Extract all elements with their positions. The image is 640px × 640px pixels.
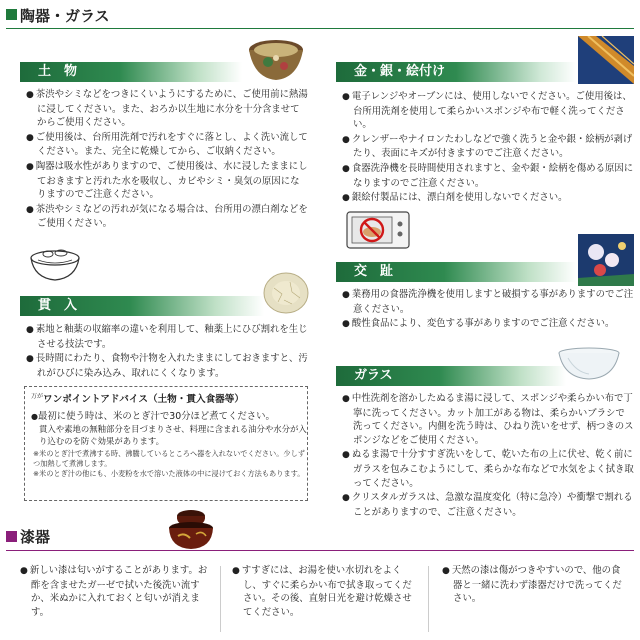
lacquer-title: 漆器: [20, 528, 51, 546]
advice-lead-text: 最初に使う時は、米のとぎ汁で30分ほど煮てください。: [37, 411, 275, 422]
list-item: ● 食器洗浄機を長時間使用されますと、金や銀・絵柄を傷める原因になりますのでご注意ください。: [342, 162, 634, 190]
advice-box: [24, 386, 308, 501]
lacquer-col-1: [20, 564, 210, 619]
section-heading-cochin: 交 趾: [336, 262, 576, 282]
list-item: ● ぬるま湯で十分すすぎ洗いをして、乾いた布の上に伏せ、乾く前にガラスを包みこむようにして、柔らかな布などで水気をよく拭き取ってください。: [342, 448, 634, 490]
earthenware-list: [26, 88, 308, 231]
crackle-list: [26, 323, 308, 380]
column-separator: [428, 566, 429, 632]
header-square-icon: [6, 9, 17, 20]
list-item: ● 茶渋やシミなどの汚れが気になる場合は、台所用の漂白剤などをご使用ください。: [26, 203, 308, 231]
list-item: ● 素地と釉薬の収縮率の違いを利用して、釉薬上にひび割れを生じさせる技法です。: [26, 323, 308, 351]
section-heading-crackle: 貫 入: [20, 296, 264, 316]
cochin-ware-plate-image: [578, 234, 634, 286]
lacquer-col-3: [442, 564, 628, 606]
no-microwave-icon: [346, 210, 410, 250]
cochin-list: [342, 288, 634, 332]
list-item: ● 茶渋やシミなどをつきにくいようにするために、ご使用前に熱湯に浸してください。また、おろか以生地に水分を十分含ませてからご使用ください。: [26, 88, 308, 130]
advice-note: ※米のとぎ汁で煮沸する時、沸騰しているところへ器を入れないでください。少しずつ加熱して煮沸します。: [33, 449, 305, 469]
lacquer-col-2: [232, 564, 412, 619]
lacquer-square-icon: [6, 531, 17, 542]
advice-title-text: ワンポイントアドバイス（土物・貫入食器等）: [43, 394, 244, 405]
lacquer-divider: [6, 550, 634, 551]
section-heading-glass: ガラス: [336, 366, 566, 386]
advice-note: ※米のとぎ汁の他にも、小麦粉を水で溶いた液体の中に浸けておく方法もあります。: [33, 469, 305, 479]
column-separator: [220, 566, 221, 632]
list-item: ● 中性洗剤を溶かしたぬるま湯に浸して、スポンジや柔らかい布で丁寧に洗ってください。カット加工がある物は、柔らかいブラシで洗ってください。内側を洗う時は、ひねり洗いをせず、柄つきのスポンジなどをご使用ください。: [342, 392, 634, 447]
advice-prefix: 万が: [31, 393, 44, 400]
list-item: ● ご使用後は、台所用洗剤で汚れをすぐに落とし、よく洗い流してください。また、完全に乾燥してから、ご収納ください。: [26, 131, 308, 159]
lacquer-bowl-image: [164, 506, 218, 552]
list-item: ● 陶器は吸水性がありますので、ご使用後は、水に浸したままにしておきますと汚れた水を吸収し、カビやシミ・臭気の原因になりますのでご注意ください。: [26, 160, 308, 202]
gold-painted-plate-image: [578, 36, 634, 84]
section-heading-gold-silver: 金・銀・絵付け: [336, 62, 576, 82]
advice-body: 貫入や素地の無釉部分を目づまりさせ、料理に含まれる油分や水分が入り込むのを防ぐ効果があります。: [39, 424, 307, 446]
list-item: ● 天然の漆は傷がつきやすいので、他の食器と一緒に洗わず漆器だけで洗ってください。: [442, 564, 628, 606]
glass-bowl-image: [556, 346, 622, 382]
list-item: ● すすぎには、お湯を使い水切れをよくし、すぐに柔らかい布で拭き取ってください。その後、直射日光を避け乾燥させてください。: [232, 564, 412, 619]
list-item: ● クレンザーやナイロンたわしなどで強く洗うと金や銀・絵柄が剥げたり、表面にキズが付きますのでご注意ください。: [342, 133, 634, 161]
gold-list: [342, 90, 634, 206]
list-item: ● 長時間にわたり、食物や汁物を入れたままにしておきますと、汚れがひびに染み込み、取れにくくなります。: [26, 352, 308, 380]
advice-title: [25, 387, 307, 405]
advice-lead: ●最初に使う時は、米のとぎ汁で30分ほど煮てください。: [31, 411, 275, 422]
crackle-dish-image: [262, 270, 310, 316]
soaking-bowl-icon: [28, 244, 82, 284]
header-divider: [6, 28, 634, 29]
list-item: ● 電子レンジやオーブンには、使用しないでください。ご使用後は、台所用洗剤を使用して柔らかいスポンジや布で軽く洗ってください。: [342, 90, 634, 132]
list-item: ● クリスタルガラスは、急激な温度変化（特に急冷）や衝撃で割れることがありますので、ご注意ください。: [342, 491, 634, 519]
page-title: 陶器・ガラス: [20, 7, 110, 25]
section-heading-earthenware: 土 物: [20, 62, 242, 82]
earthenware-bowl-image: [246, 36, 306, 82]
list-item: ● 酸性食品により、変色する事がありますのでご注意ください。: [342, 317, 634, 332]
list-item: ● 新しい漆は匂いがすることがあります。お酢を含ませたガーゼで拭いた後洗い流すか、米ぬかに入れておくと匂いが消えます。: [20, 564, 210, 619]
glass-list: [342, 392, 634, 519]
list-item: ● 業務用の食器洗浄機を使用しますと破損する事がありますのでご注意ください。: [342, 288, 634, 316]
list-item: ● 銀絵付製品には、漂白剤を使用しないでください。: [342, 191, 634, 206]
